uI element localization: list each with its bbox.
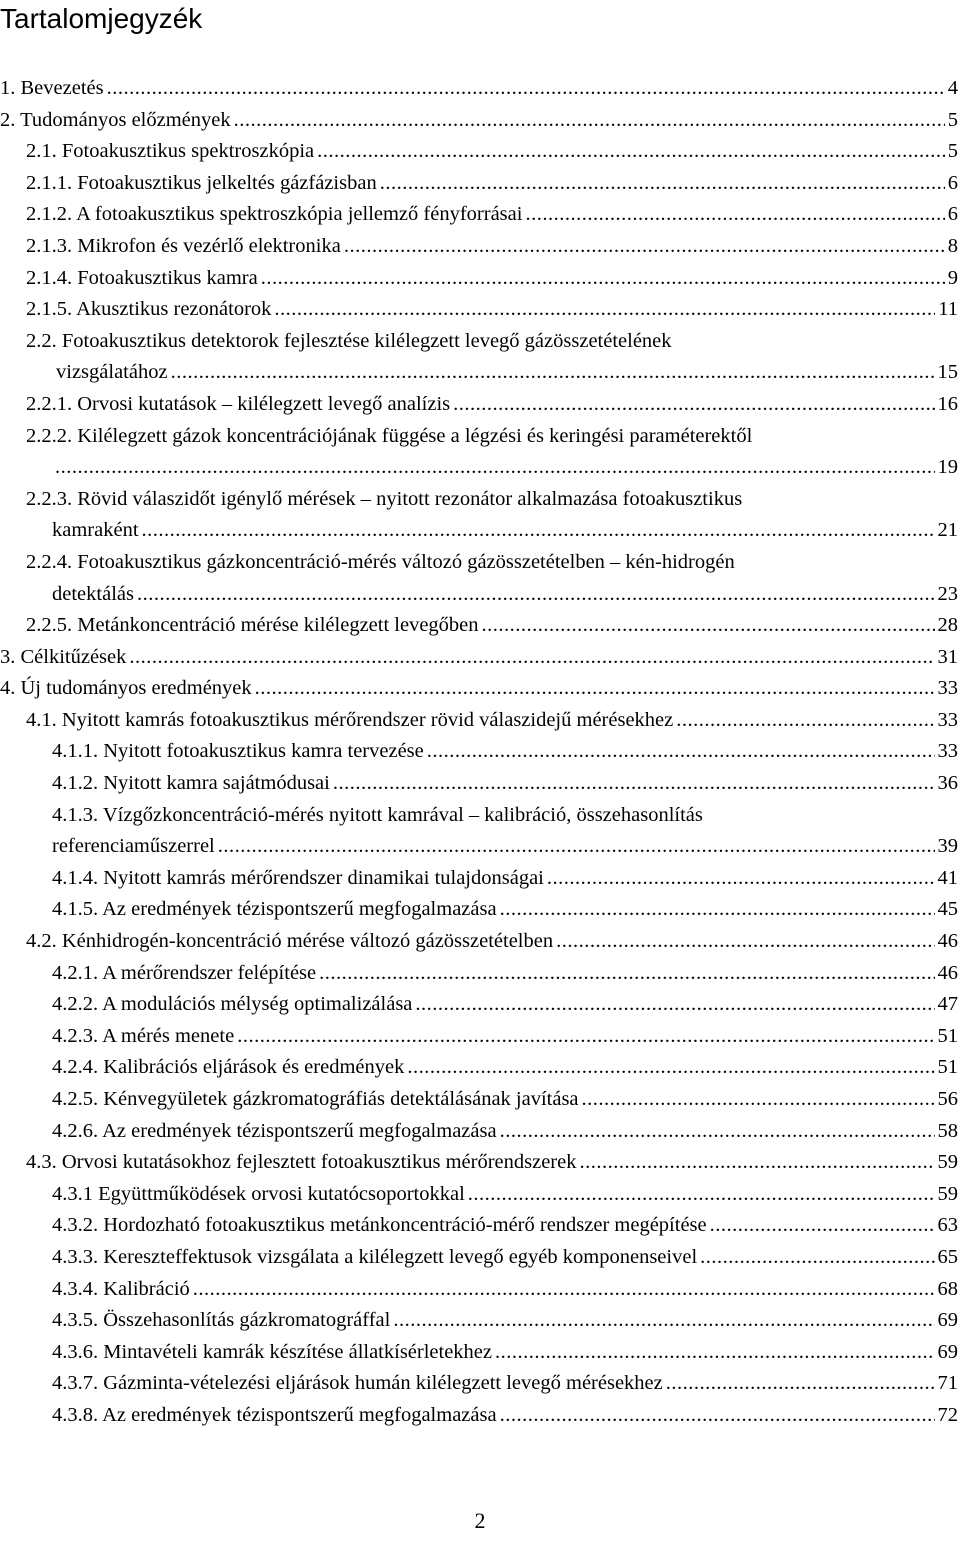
dot-leader [495, 1337, 934, 1369]
toc-entry-page: 33 [937, 740, 958, 763]
toc-entry[interactable] [0, 610, 958, 642]
toc-entry-page: 31 [937, 645, 958, 668]
dot-leader [255, 673, 935, 705]
dot-leader [468, 1179, 935, 1211]
dot-leader [453, 389, 934, 421]
toc-entry[interactable] [0, 989, 958, 1021]
toc-entry[interactable] [0, 958, 958, 990]
toc-entry-title: 4.3.1 Együttműködések orvosi kutatócsoportokkal [52, 1182, 465, 1205]
toc-entry-title: 2.1.2. A fotoakusztikus spektroszkópia jellemző fényforrásai [26, 203, 523, 226]
toc-entry-title: 1. Bevezetés [0, 77, 104, 99]
toc-entry[interactable] [0, 1021, 958, 1053]
dot-leader [137, 579, 935, 611]
toc-entry-title: 4.2.6. Az eredmények tézispontszerű megfogalmazása [52, 1119, 497, 1142]
toc-entry-page: 51 [937, 1056, 958, 1079]
toc-entry-title: 4.1.4. Nyitott kamrás mérőrendszer dinamikai tulajdonságai [52, 866, 544, 889]
toc-entry-page: 19 [937, 456, 958, 479]
toc-entry[interactable] [0, 926, 958, 958]
toc-entry-page: 46 [937, 961, 958, 984]
dot-leader [407, 1052, 934, 1084]
toc-entry-page: 21 [937, 519, 958, 542]
toc-entry-page: 6 [947, 203, 958, 226]
toc-entry[interactable] [0, 673, 958, 705]
dot-leader [547, 863, 935, 895]
toc-entry[interactable] [0, 642, 958, 674]
toc-entry-title: 3. Célkitűzések [0, 645, 127, 668]
dot-leader [129, 642, 934, 674]
toc-entry-title: 4.1.1. Nyitott fotoakusztikus kamra tervezése [52, 740, 424, 763]
toc-entry[interactable] [0, 1368, 958, 1400]
dot-leader [666, 1368, 935, 1400]
toc-entry[interactable] [0, 73, 958, 105]
toc-entry-page: 59 [937, 1151, 958, 1174]
dot-leader [393, 1305, 934, 1337]
toc-entry-page: 36 [937, 772, 958, 795]
toc-entry-title: 4.1.2. Nyitott kamra sajátmódusai [52, 772, 330, 795]
dot-leader [274, 294, 935, 326]
dot-leader [710, 1210, 935, 1242]
toc-entry-title: 4.1.5. Az eredmények tézispontszerű megfogalmazása [52, 898, 497, 921]
toc-entry-page: 69 [937, 1309, 958, 1332]
toc-entry-title: 4.2.3. A mérés menete [52, 1024, 235, 1047]
toc-entry-title: 4.2. Kénhidrogén-koncentráció mérése változó gázösszetételben [26, 930, 554, 953]
toc-entry-page: 16 [937, 392, 958, 415]
toc-entry[interactable] [0, 1084, 958, 1116]
toc-entry-page: 69 [937, 1340, 958, 1363]
dot-leader [525, 199, 944, 231]
toc-entry-title-continuation: detektálás [52, 582, 134, 605]
toc-entry[interactable] [0, 1242, 958, 1274]
toc-entry-title: 4.3.4. Kalibráció [52, 1277, 190, 1300]
toc-entry-title: 4.2.4. Kalibrációs eljárások és eredmények [52, 1056, 405, 1079]
toc-entry[interactable] [0, 1147, 958, 1179]
toc-entry-page: 58 [937, 1119, 958, 1142]
toc-entry-title: 4.2.2. A modulációs mélység optimalizálása [52, 993, 413, 1016]
toc-entry-title: 4.2.1. A mérőrendszer felépítése [52, 961, 317, 984]
dot-leader [261, 263, 945, 295]
toc-entry[interactable] [0, 1210, 958, 1242]
toc-entry[interactable] [0, 768, 958, 800]
toc-entry[interactable] [0, 1337, 958, 1369]
dot-leader [556, 926, 934, 958]
toc-entry-page: 5 [947, 108, 958, 131]
dot-leader [237, 1021, 934, 1053]
toc-entry-title: 4.3.3. Kereszteffektusok vizsgálata a kilélegzett levegő egyéb komponenseivel [52, 1245, 698, 1268]
toc-entry-page: 15 [937, 361, 958, 384]
page-title: Tartalomjegyzék [0, 3, 203, 34]
toc-entry-title: 2.2.2. Kilélegzett gázok koncentrációjának függése a légzési és keringési paraméterektől [26, 424, 753, 447]
toc-entry[interactable] [0, 1116, 958, 1148]
dot-leader [171, 357, 935, 389]
toc-entry[interactable] [0, 326, 958, 389]
toc-entry-title: 4.3. Orvosi kutatásokhoz fejlesztett fotoakusztikus mérőrendszerek [26, 1151, 577, 1174]
dot-leader [676, 705, 934, 737]
toc-entry-title: 4.3.6. Mintavételi kamrák készítése állatkísérletekhez [52, 1340, 493, 1363]
toc-entry-page: 8 [947, 234, 958, 257]
toc-entry[interactable] [0, 136, 958, 168]
toc-entry-page: 46 [937, 930, 958, 953]
dot-leader [218, 831, 935, 863]
toc-entry-title: 2.1.5. Akusztikus rezonátorok [26, 298, 272, 321]
dot-leader [415, 989, 934, 1021]
toc-entry[interactable] [0, 231, 958, 263]
dot-leader [500, 894, 935, 926]
toc-entry[interactable] [0, 1305, 958, 1337]
toc-entry[interactable] [0, 863, 958, 895]
toc-entry[interactable] [0, 1052, 958, 1084]
dot-leader [700, 1242, 934, 1274]
toc-entry-page: 65 [937, 1245, 958, 1268]
toc-entry[interactable] [0, 263, 958, 295]
toc-entry[interactable] [0, 168, 958, 200]
toc-entry[interactable] [0, 705, 958, 737]
toc-entry[interactable] [0, 1179, 958, 1211]
dot-leader [427, 736, 935, 768]
toc-entry[interactable] [0, 894, 958, 926]
toc-entry-page: 28 [937, 614, 958, 637]
toc-entry-page: 72 [937, 1403, 958, 1426]
toc-entry-title: 2.2.4. Fotoakusztikus gázkoncentráció-mérés változó gázösszetételben – kén-hidrogén [26, 550, 735, 573]
toc-entry-title-continuation: kamraként [52, 519, 139, 542]
toc-entry[interactable] [0, 1274, 958, 1306]
dot-leader [500, 1400, 935, 1432]
toc-entry[interactable] [0, 389, 958, 421]
toc-entry-title: 4.3.7. Gázminta-vételezési eljárások humán kilélegzett levegő mérésekhez [52, 1372, 663, 1395]
toc-entry-page: 23 [937, 582, 958, 605]
toc-entry-title: 2.1. Fotoakusztikus spektroszkópia [26, 140, 315, 163]
toc-entry-title: 2. Tudományos előzmények [0, 108, 231, 131]
toc-entry-page: 33 [937, 677, 958, 700]
toc-entry-title-continuation: vizsgálatához [56, 361, 168, 384]
toc-entry-title: 2.2.5. Metánkoncentráció mérése kilélegzett levegőben [26, 614, 479, 637]
toc-entry-page: 39 [937, 835, 958, 858]
dot-leader [107, 73, 945, 105]
toc-entry-page: 45 [937, 898, 958, 921]
dot-leader [55, 452, 935, 484]
toc-entry[interactable] [0, 199, 958, 231]
toc-entry-title: 4.2.5. Kénvegyületek gázkromatográfiás detektálásának javítása [52, 1088, 579, 1110]
toc-entry[interactable] [0, 484, 958, 547]
toc-entry-title: 2.1.3. Mikrofon és vezérlő elektronika [26, 234, 341, 257]
dot-leader [500, 1116, 935, 1148]
toc-entry-title: 4. Új tudományos eredmények [0, 677, 252, 700]
toc-entry-title: 2.1.1. Fotoakusztikus jelkeltés gázfázisban [26, 171, 377, 194]
dot-leader [580, 1147, 935, 1179]
table-of-contents [0, 73, 958, 1432]
toc-entry-title: 4.1. Nyitott kamrás fotoakusztikus mérőrendszer rövid válaszidejű mérésekhez [26, 708, 674, 731]
toc-entry-page: 6 [947, 171, 958, 194]
toc-entry-title: 4.3.8. Az eredmények tézispontszerű megfogalmazása [52, 1403, 497, 1426]
dot-leader [142, 515, 935, 547]
toc-entry[interactable] [0, 105, 958, 137]
toc-entry-title: 2.1.4. Fotoakusztikus kamra [26, 266, 258, 289]
toc-entry-title: 4.3.5. Összehasonlítás gázkromatográffal [52, 1309, 391, 1332]
toc-entry[interactable] [0, 800, 958, 863]
toc-entry-page: 71 [937, 1372, 958, 1395]
toc-entry-page: 63 [937, 1214, 958, 1237]
dot-leader [380, 168, 945, 200]
dot-leader [344, 231, 945, 263]
toc-entry-page: 47 [937, 993, 958, 1016]
toc-entry-title: 4.3.2. Hordozható fotoakusztikus metánkoncentráció-mérő rendszer megépítése [52, 1214, 707, 1237]
toc-entry-title: 2.2.3. Rövid válaszidőt igénylő mérések – nyitott rezonátor alkalmazása fotoakusztikus [26, 487, 743, 510]
dot-leader [193, 1274, 935, 1306]
toc-entry-page: 41 [937, 866, 958, 889]
dot-leader [317, 136, 945, 168]
toc-entry-title-continuation: referenciaműszerrel [52, 835, 215, 858]
toc-entry-page: 56 [937, 1088, 958, 1110]
toc-entry-page: 33 [937, 708, 958, 731]
toc-entry[interactable] [0, 294, 958, 326]
page-number: 2 [474, 1508, 486, 1533]
toc-entry-title: 2.2.1. Orvosi kutatások – kilélegzett levegő analízis [26, 392, 451, 415]
toc-entry[interactable] [0, 736, 958, 768]
toc-entry-page: 11 [938, 298, 958, 321]
dot-leader [482, 610, 935, 642]
toc-entry[interactable] [0, 1400, 958, 1432]
dot-leader [582, 1084, 935, 1116]
toc-entry-title: 2.2. Fotoakusztikus detektorok fejlesztése kilélegzett levegő gázösszetételének [26, 329, 672, 352]
toc-entry[interactable] [0, 547, 958, 610]
toc-entry-title: 4.1.3. Vízgőzkoncentráció-mérés nyitott kamrával – kalibráció, összehasonlítás [52, 803, 703, 826]
toc-entry-page: 68 [937, 1277, 958, 1300]
toc-entry-page: 4 [947, 77, 958, 99]
toc-entry[interactable] [0, 421, 958, 484]
toc-entry-page: 51 [937, 1024, 958, 1047]
toc-entry-page: 9 [947, 266, 958, 289]
toc-entry-page: 59 [937, 1182, 958, 1205]
dot-leader [333, 768, 935, 800]
dot-leader [234, 105, 945, 137]
dot-leader [319, 958, 934, 990]
toc-entry-page: 5 [947, 140, 958, 163]
